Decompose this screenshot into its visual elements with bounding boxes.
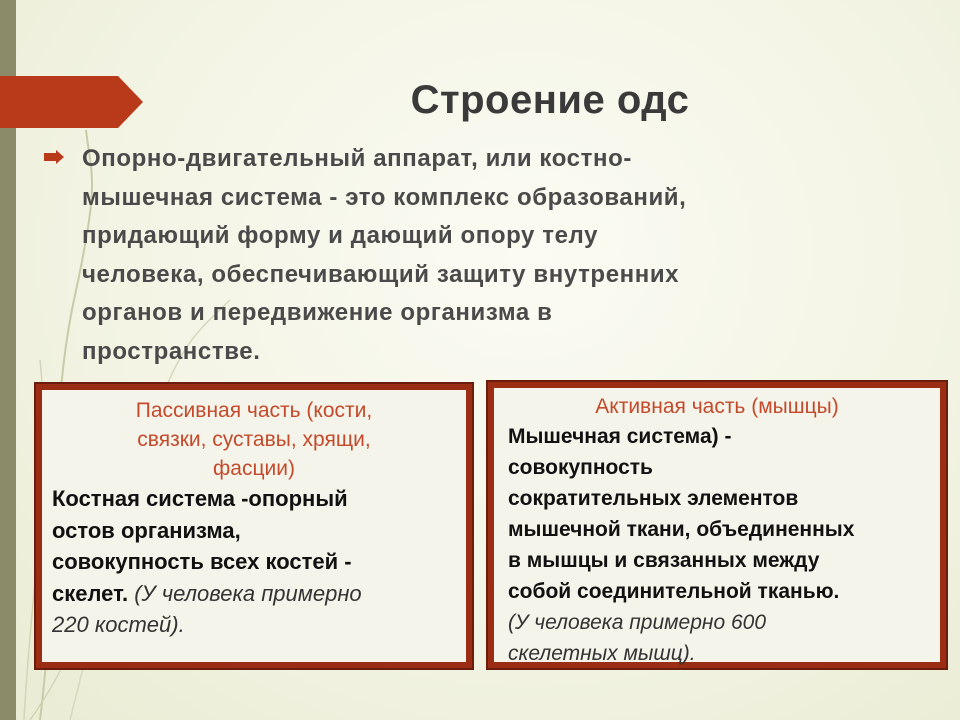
passive-part-note: (У человека примерно 220 костей). [52,580,362,637]
bullet-text: Опорно-двигательный аппарат, или костно- мышечная система - это комплекс образований, придающий форму и дающий опору телу человека, обеспечивающий защиту внутренних органов и передвижение организма в пространстве. [82,145,687,365]
passive-part-definition: Костная система -опорный остов организма, совокупность всех костей - скелет. [52,486,352,606]
active-part-content [494,388,940,665]
passive-part-content [42,390,466,662]
title-accent-tab [0,76,143,128]
active-part-body [494,421,940,669]
passive-part-body [42,483,466,641]
slide-title: Строение одс [410,78,690,122]
active-part-box [486,380,948,670]
passive-part-box [34,382,474,670]
passive-part-heading: Пассивная часть (кости, связки, суставы, хрящи, фасции) [135,399,373,480]
arrow-bullet-icon [44,150,64,164]
active-part-definition: Мышечная система) - совокупность сократительных элементов мышечной ткани, объединенных в мышцы и связанных между собой соединительной тканью. [508,425,855,603]
active-part-note: (У человека примерно 600 скелетных мышц). [508,611,767,665]
active-part-heading: Активная часть (мышцы) [595,395,839,418]
